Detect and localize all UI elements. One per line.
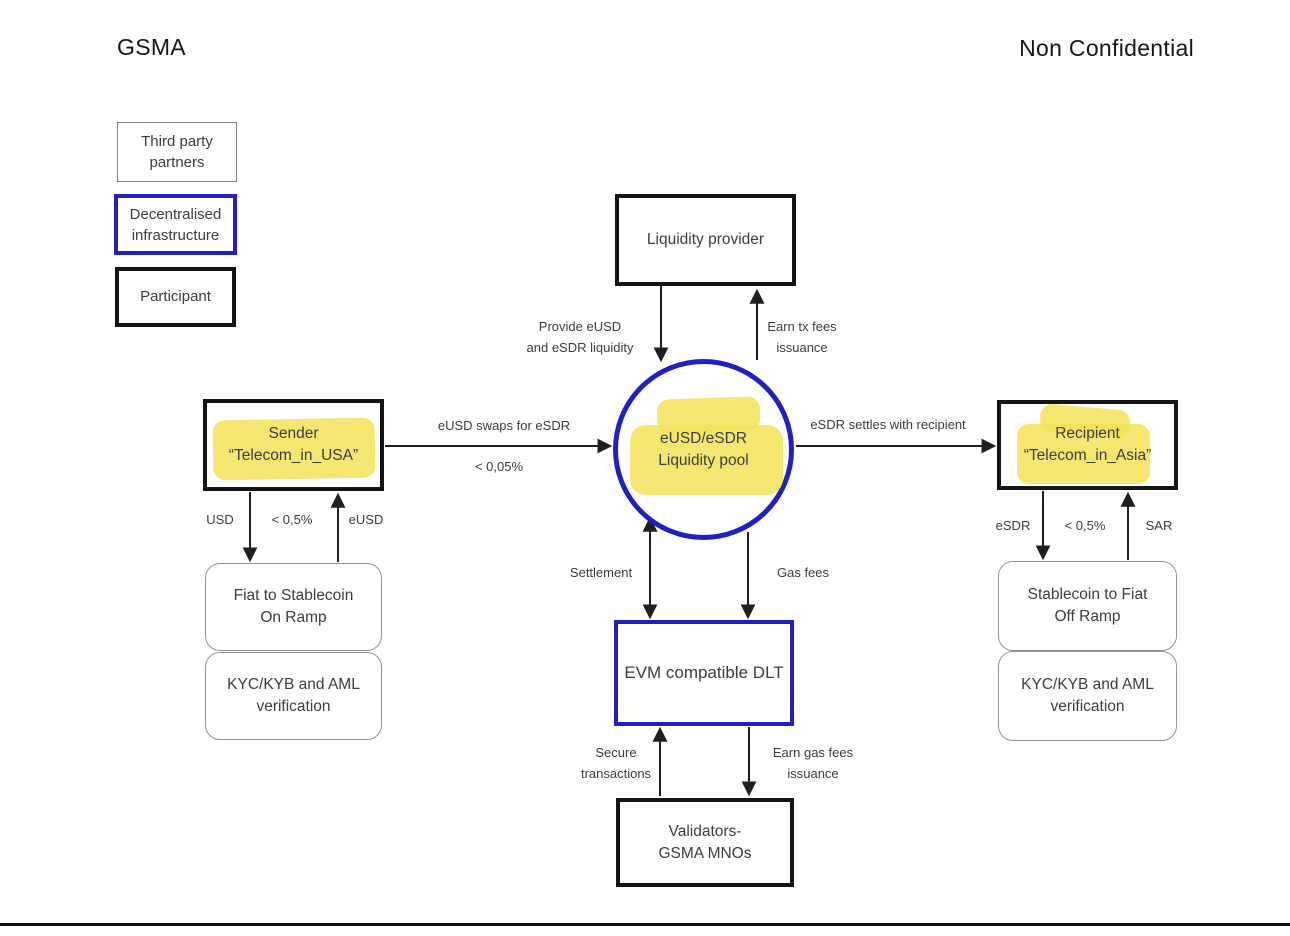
edge-label-provide-liquidity	[527, 316, 634, 358]
node-label-line2: “Telecom_in_Asia”	[1023, 447, 1152, 464]
edge-label-earn-gas-fees	[773, 742, 853, 784]
node-validators	[616, 798, 794, 887]
edge-label-gas-fees	[777, 562, 829, 583]
legend-decentralised-infrastructure	[114, 194, 237, 255]
edge-label-settlement	[570, 562, 632, 583]
edge-label-line1: eUSD	[348, 512, 384, 527]
edge-label-line2: issuance	[776, 340, 828, 355]
edge-label-esdr-settle	[810, 414, 965, 435]
node-label-line2: Off Ramp	[1054, 608, 1121, 625]
edge-label-swap-fee	[475, 456, 523, 477]
node-recipient	[997, 400, 1178, 490]
node-label-line2: verification	[1050, 698, 1125, 715]
edge-label-eusd-swap	[438, 415, 570, 436]
node-label: EVM compatible DLT	[624, 663, 784, 682]
edge-label-line1: Settlement	[569, 565, 633, 580]
edge-label-sar	[1146, 515, 1173, 536]
edge-label-line2: transactions	[580, 766, 652, 781]
node-label-line1: Sender	[268, 425, 319, 442]
edge-label-eusd	[349, 509, 384, 530]
footer-divider	[0, 923, 1290, 926]
edge-label-line1: < 0,5%	[1064, 518, 1106, 533]
node-liquidity-provider	[615, 194, 796, 286]
node-label-line1: Fiat to Stablecoin	[233, 587, 354, 604]
node-liquidity-pool	[613, 359, 794, 540]
org-title: GSMA	[117, 34, 186, 60]
edge-label-line1: Secure	[595, 745, 637, 760]
confidentiality-label: Non Confidential	[1019, 35, 1194, 61]
edge-label-sender-fee	[272, 509, 313, 530]
edge-label-line1: < 0,05%	[474, 459, 524, 474]
node-sender	[203, 399, 384, 491]
edge-label-usd	[206, 509, 233, 530]
node-label-line2: On Ramp	[260, 609, 327, 626]
legend-participant	[115, 267, 236, 327]
edge-label-recipient-fee	[1065, 515, 1106, 536]
node-evm-dlt	[614, 620, 794, 726]
node-kyc-verification-right	[998, 651, 1177, 741]
edge-label-esdr	[996, 515, 1031, 536]
node-label-line1: eUSD/eSDR	[660, 429, 747, 447]
edge-label-line1: eSDR settles with recipient	[810, 417, 966, 432]
node-label-line2: GSMA MNOs	[658, 844, 752, 862]
edge-label-line1: Provide eUSD	[538, 319, 622, 334]
edge-label-line1: SAR	[1145, 518, 1173, 533]
edge-label-line1: eUSD swaps for eSDR	[437, 418, 571, 433]
node-label-line1: Recipient	[1055, 425, 1120, 442]
edge-label-line1: Earn tx fees	[767, 319, 837, 334]
edge-label-line2: and eSDR liquidity	[526, 340, 634, 355]
node-label-line1: KYC/KYB and AML	[1021, 676, 1154, 693]
legend-label: Participant	[140, 288, 211, 305]
node-label-line2: verification	[256, 698, 331, 715]
node-label-line2: “Telecom_in_USA”	[228, 447, 359, 464]
node-label-line1: Validators-	[668, 822, 742, 840]
edge-label-line1: Gas fees	[776, 565, 830, 580]
node-label: Liquidity provider	[646, 231, 765, 248]
legend-third-party-partners	[117, 122, 237, 182]
node-label-line2: Liquidity pool	[658, 451, 749, 469]
edge-label-line1: eSDR	[995, 518, 1031, 533]
node-label-line1: Stablecoin to Fiat	[1027, 586, 1148, 603]
node-fiat-on-ramp	[205, 563, 382, 651]
edge-label-line1: < 0,5%	[271, 512, 313, 527]
edge-label-line1: Earn gas fees	[772, 745, 854, 760]
legend-label: Third party partners	[141, 133, 213, 171]
node-stablecoin-off-ramp	[998, 561, 1177, 651]
node-kyc-verification-left	[205, 652, 382, 740]
edge-label-line2: issuance	[787, 766, 839, 781]
edge-label-line1: USD	[206, 512, 234, 527]
edge-label-secure-transactions	[581, 742, 651, 784]
legend-label: Decentralised infrastructure	[129, 205, 222, 244]
node-label-line1: KYC/KYB and AML	[227, 676, 360, 693]
edge-label-earn-tx-fees	[767, 316, 836, 358]
